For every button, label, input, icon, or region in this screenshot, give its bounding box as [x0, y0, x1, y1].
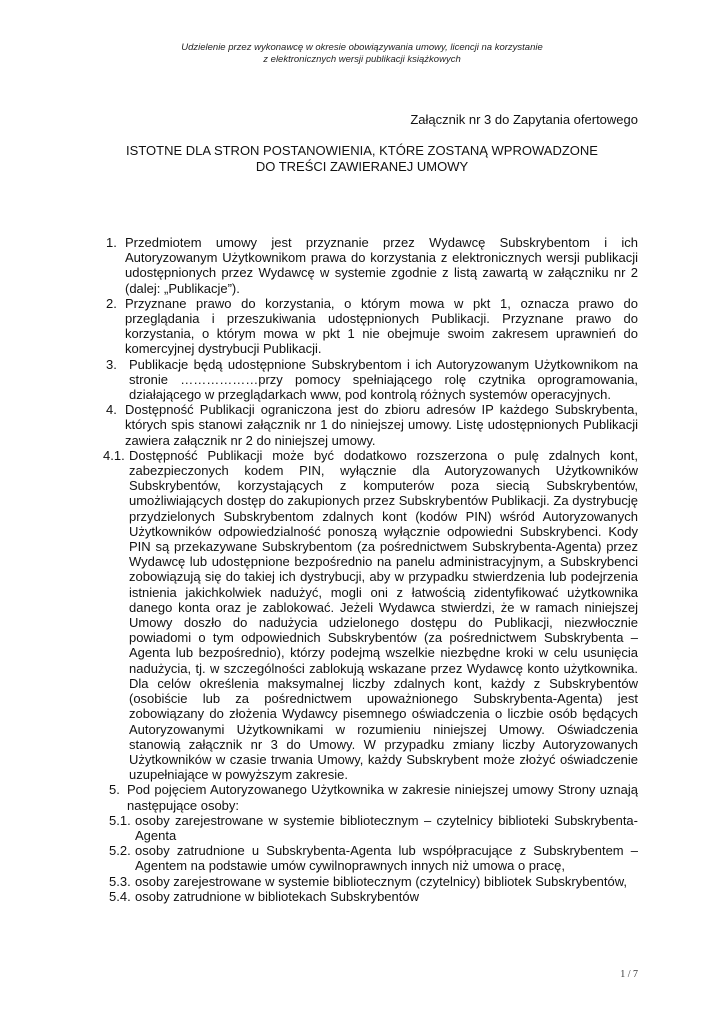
clause-number: 3. — [106, 356, 117, 372]
page-number: 1 / 7 — [620, 969, 638, 980]
clause-text: Dostępność Publikacji może być dodatkowo rozszerzona o pulę zdalnych kont, zabezpieczonych kodem PIN, wyłącznie dla Autoryzowanych Użytkowników Subskrybentów, korzystających z komputerów poza siecią Subskrybentów, umożliwiających dostęp do zakupionych przez Subskrybentów Publikacji. Za dystrybucję przydzielonych Subskrybentom zdalnych kont (kodów PIN) wśród Autoryzowanych Użytkowników odpowiedzialność ponoszą wyłącznie odpowiedni Subskrybenci. Kody PIN są przekazywane Subskrybentom (za pośrednictwem Subskrybenta-Agenta) przez Wydawcę lub udostępnione bezpośrednio na panelu administracyjnym, a Subskrybenci zobowiązują się do takiej ich dystrybucji, aby w przypadku stwierdzenia lub podejrzenia istnienia jakichkolwiek nadużyć, mogli oni z łatwością zidentyfikować użytkownika danego konta oraz je zablokować. Jeżeli Wydawca stwierdzi, że w ramach niniejszej Umowy doszło do nadużycia udzielonego dostępu do Publikacji, niezwłocznie powiadomi o tym odpowiednich Subskrybentów (za pośrednictwem Subskrybenta – Agenta lub bezpośrednio), którzy podejmą wszelkie niezbędne kroki w celu usunięcia nadużycia, tj. w szczególności zablokują wskazane przez Wydawcę konto użytkownika. Dla celów określenia maksymalnej liczby zdalnych kont, każdy z Subskrybentów (osobiście lub za pośrednictwem upoważnionego Subskrybenta-Agenta) jest zobowiązany do złożenia Wydawcy pisemnego oświadczenia o liczbie osób będących Autoryzowanymi Użytkownikami w rozumieniu niniejszej Umowy. Oświadczenia stanowią załącznik nr 3 do Umowy. W przypadku zmiany liczby Autoryzowanych Użytkowników w czasie trwania Umowy, każdy Subskrybent może złożyć oświadczenie uzupełniające w powyższym zakresie. — [129, 447, 638, 783]
clause-number: 2. — [106, 295, 117, 311]
clause-text: osoby zatrudnione w bibliotekach Subskrybentów — [135, 888, 420, 904]
clause-number: 5.1. — [109, 812, 131, 828]
clause-text: Dostępność Publikacji ograniczona jest do zbioru adresów IP każdego Subskrybenta, których spis stanowi załącznik nr 1 do niniejszej umowy. Listę udostępnionych Publikacji zawiera załącznik nr 2 do niniejszej umowy. — [125, 402, 638, 448]
clause-text: Publikacje będą udostępnione Subskrybentom i ich Autoryzowanym Użytkownikom na stronie ………………przy pomocy spełniającego rolę czytnika oprogramowania, działającego w przeglądarkach www, pod kontrolą różnych systemów operacyjnych. — [129, 356, 638, 403]
annex-label: Załącznik nr 3 do Zapytania ofertowego — [410, 112, 638, 127]
clause-number: 5.4. — [109, 888, 131, 904]
clauses-list — [103, 235, 638, 904]
clause-number: 5.2. — [109, 843, 131, 859]
clause-4 — [106, 402, 638, 448]
clause-text: osoby zatrudnione u Subskrybenta-Agenta lub współpracujące z Subskrybentem – Agentem na podstawie umów cywilnoprawnych innych niż umowa o pracę, — [135, 843, 638, 874]
clause-5-1 — [109, 813, 638, 843]
clause-text: Przyznane prawo do korzystania, o którym mowa w pkt 1, oznacza prawo do przeglądania i przeszukiwania udostępnionych Publikacji. Przyznane prawo do korzystania, o którym mowa w pkt 1 nie obejmuje swoim zakresem uprawnień do komercyjnej dystrybucji Publikacji. — [125, 295, 638, 357]
running-header — [90, 42, 634, 66]
clause-number: 4.1. — [103, 447, 125, 463]
clause-5 — [109, 782, 638, 812]
clause-number: 1. — [106, 235, 117, 250]
clause-text: Przedmiotem umowy jest przyznanie przez Wydawcę Subskrybentom i ich Autoryzowanym Użytkownikom prawa do korzystania z elektronicznych wersji publikacji udostępnionych przez Wydawcę w systemie zgodnie z listą zawartą w załączniku nr 2 (dalej: „Publikacje”). — [125, 235, 638, 296]
header-line-2: z elektronicznych wersji publikacji książkowych — [263, 54, 461, 65]
title-line-2: DO TREŚCI ZAWIERANEJ UMOWY — [255, 159, 469, 174]
clause-4-1 — [103, 448, 638, 782]
clause-5-4 — [109, 889, 638, 904]
clause-text: Pod pojęciem Autoryzowanego Użytkownika w zakresie niniejszej umowy Strony uznają następujące osoby: — [127, 782, 638, 813]
document-title — [90, 143, 634, 175]
clause-3 — [106, 357, 638, 403]
clause-number: 4. — [106, 402, 117, 418]
clause-5-3 — [109, 874, 638, 889]
clause-1 — [106, 235, 638, 296]
header-line-1: Udzielenie przez wykonawcę w okresie obowiązywania umowy, licencji na korzystanie — [181, 42, 543, 53]
title-line-1: ISTOTNE DLA STRON POSTANOWIENIA, KTÓRE ZOSTANĄ WPROWADZONE — [126, 143, 598, 158]
clause-text: osoby zarejestrowane w systemie bibliotecznym (czytelnicy) bibliotek Subskrybentów, — [135, 873, 628, 889]
clause-number: 5. — [109, 782, 120, 798]
clause-5-2 — [109, 843, 638, 873]
clause-2 — [106, 296, 638, 357]
clause-number: 5.3. — [109, 873, 131, 889]
clause-text: osoby zarejestrowane w systemie bibliotecznym – czytelnicy biblioteki Subskrybenta-Agenta — [135, 812, 638, 843]
